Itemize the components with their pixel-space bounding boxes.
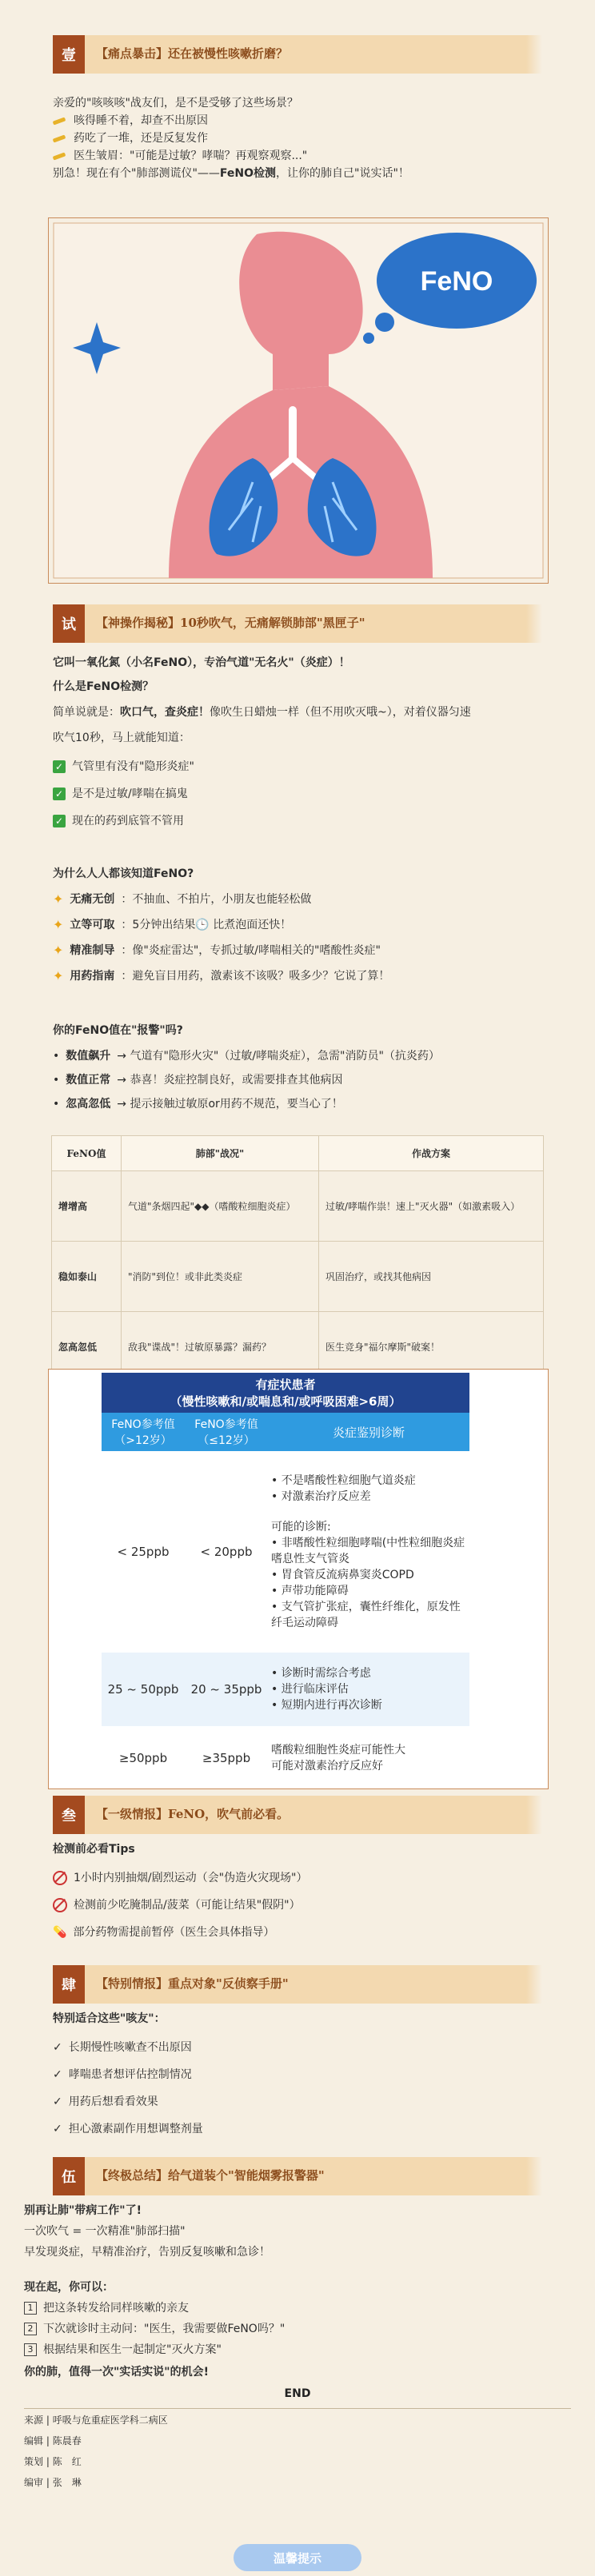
list-item: 咳得睡不着，却查不出原因 (53, 112, 208, 130)
step-item: 2 下次就诊时主动问："医生，我需要做FeNO吗？" (24, 2320, 285, 2338)
alert-item: • 忽高忽低 → 提示接触过敏原or用药不规范，要当心了！ (53, 1098, 343, 1111)
reason-item: ✦ 无痛无创 ：不抽血、不拍片，小朋友也能轻松做 (53, 891, 312, 907)
pen-icon (53, 115, 67, 126)
check-mark-icon: ✓ (53, 2068, 62, 2081)
table-header: 作战方案 (319, 1136, 544, 1171)
tip-item: 1小时内别抽烟/剧烈运动（会"伪造火灾现场"） (53, 1869, 308, 1887)
column-header: FeNO参考值（≤12岁） (194, 1418, 258, 1447)
section-header-1 (53, 35, 542, 74)
question: 检测前必看Tips (53, 1843, 135, 1856)
summary-line: 一次吹气 = 一次精准"肺部扫描" (24, 2225, 186, 2238)
credit-row: 来源 | 呼吸与危重症医学科二病区 (24, 2415, 168, 2426)
lung-illustration (49, 218, 548, 583)
credit-row: 编辑 | 陈晨春 (24, 2435, 82, 2446)
paragraph: 吹气10秒，马上就能知道： (53, 732, 190, 744)
table-row: ≥50ppb ≥35ppb 嗜酸粒细胞性炎症可能性大 可能对激素治疗反应好 (118, 1744, 405, 1772)
reference-table-frame (48, 1369, 549, 1789)
question: 为什么人人都该知道FeNO? (53, 867, 194, 880)
list-item: ✓ 长期慢性咳嗽查不出原因 (53, 2039, 192, 2056)
section-title: 【特别情报】重点对象"反侦察手册" (96, 1976, 289, 1991)
pen-icon (53, 133, 67, 144)
check-item: ✓ 气管里有没有"隐形炎症" (53, 758, 194, 776)
question: 特别适合这些"咳友"： (53, 2012, 166, 2025)
table-row: 25 ~ 50ppb 20 ~ 35ppb • 诊断时需综合考虑 • 进行临床评估 • 短期内进行再次诊断 (102, 1653, 469, 1726)
paragraph: 它叫一氧化氮（小名FeNO），专治气道"无名火"（炎症）！ (53, 656, 350, 669)
table-row: 忽高忽低 敌我"谍战"！过敏原暴露？漏药？ 医生竞身"福尔摩斯"破案！ (52, 1312, 544, 1382)
lung-illustration-frame (48, 217, 549, 584)
list-item: ✓ 用药后想看看效果 (53, 2093, 158, 2111)
check-mark-icon: ✓ (53, 2041, 62, 2054)
column-header: 炎症鉴别诊断 (332, 1425, 405, 1440)
reason-item: ✦ 精准制导 ：像"炎症雷达"，专抓过敏/哮喘相关的"嗜酸性炎症" (53, 943, 381, 958)
tip-item: 检测前少吃腌制品/菠菜（可能让结果"假阴"） (53, 1896, 301, 1914)
summary-heading: 现在起，你可以： (24, 2281, 114, 2294)
reason-item: ✦ 用药指南 ：避免盲目用药，激素该不该吸？吸多少？它说了算！ (53, 968, 390, 983)
section-title: 【痛点暴击】还在被慢性咳嗽折磨？ (96, 46, 289, 61)
section-badge: 试 (53, 604, 85, 643)
end-marker: END (284, 2387, 311, 2400)
alert-item: • 数值正常 → 恭喜！炎症控制良好，或需要排查其他病因 (53, 1074, 343, 1087)
section-header-3 (53, 1796, 542, 1834)
table-title: 有症状患者 （慢性咳嗽和/或喘息和/或呼吸困难>6周） (102, 1373, 469, 1413)
list-item: 医生皱眉："可能是过敏？哮喘？再观察观察..." (53, 147, 307, 165)
section-badge: 叁 (53, 1796, 85, 1834)
section-badge: 壹 (53, 35, 85, 74)
sparkle-icon: ✦ (53, 917, 64, 932)
sparkle-icon: ✦ (53, 943, 64, 958)
alert-item: • 数值飙升 → 气道有"隐形火灾"（过敏/哮喘炎症），急需"消防员"（抗炎药） (53, 1050, 440, 1063)
check-mark-icon: ✓ (53, 2123, 62, 2135)
summary-line: 早发现炎症，早精准治疗，告别反复咳嗽和急诊！ (24, 2246, 270, 2259)
check-icon: ✓ (53, 815, 66, 827)
table-row: < 25ppb < 20ppb • 不是嗜酸性粒细胞气道炎症 • 对激素治疗反应差 可能的诊断: • 非嗜酸性粒细胞哮喘(中性粒细胞炎症嗜息性支气管炎 • 胃食管反流病鼻窦炎COPD • 声带功能障碍 • 支气管扩张症，囊性纤维化，原发性纤毛运动障碍 (117, 1474, 465, 1629)
intro-text: 亲爱的"咳咳咳"战友们，是不是受够了这些场景？ (53, 97, 298, 110)
question: 什么是FeNO检测？ (53, 680, 154, 693)
table-header: FeNO值 (52, 1136, 122, 1171)
table-row: 稳如泰山 "消防"到位！或非此类炎症 巩固治疗，或找其他病因 (52, 1242, 544, 1312)
feno-bubble-text: FeNO (420, 266, 493, 297)
table-row: 增增高 气道"条烟四起"◆◆（嗜酸粒细胞炎症） 过敏/哮喘作祟！速上"灭火器"（如激素吸入） (52, 1171, 544, 1242)
feno-battle-table (51, 1135, 544, 1382)
credit-row: 策划 | 陈 红 (24, 2456, 82, 2467)
check-icon: ✓ (53, 788, 66, 800)
reason-item: ✦ 立等可取 ：5分钟出结果🕒 比煮泡面还快！ (53, 917, 292, 932)
pill-icon: 💊 (53, 1926, 67, 1939)
sparkle-icon: ✦ (53, 968, 64, 983)
list-item: 药吃了一堆，还是反复发作 (53, 130, 208, 147)
column-header: FeNO参考值（>12岁） (111, 1418, 175, 1447)
section-header-2 (53, 604, 542, 643)
section-header-5 (53, 2157, 542, 2195)
outro-text: 别急！现在有个"肺部测谎仪"——FeNO检测，让你的肺自己"说实话"！ (53, 167, 409, 180)
section-badge: 肆 (53, 1965, 85, 2004)
credit-row: 编审 | 张 琳 (24, 2477, 82, 2488)
list-item: ✓ 哮喘患者想评估控制情况 (53, 2066, 192, 2084)
list-item: ✓ 担心激素副作用想调整剂量 (53, 2120, 203, 2138)
paragraph: 简单说就是：吹口气，查炎症！像吹生日蜡烛一样（但不用吹灭哦~），对着仪器匀速 (53, 706, 471, 719)
footer-button[interactable]: 温馨提示 (234, 2544, 361, 2571)
sparkle-icon: ✦ (53, 891, 64, 907)
section-header-4 (53, 1965, 542, 2004)
summary-heading: 别再让肺"带病工作"了! (24, 2204, 142, 2217)
tip-item: 💊 部分药物需提前暂停（医生会具体指导） (53, 1924, 274, 1941)
check-item: ✓ 是不是过敏/哮喘在搞鬼 (53, 785, 188, 803)
section-title: 【神操作揭秘】10秒吹气，无痛解锁肺部"黑匣子" (96, 616, 365, 630)
section-badge: 伍 (53, 2157, 85, 2195)
no-icon (53, 1898, 67, 1912)
step-item: 1 把这条转发给同样咳嗽的亲友 (24, 2299, 189, 2317)
no-icon (53, 1871, 67, 1885)
table-header: 肺部"战况" (122, 1136, 319, 1171)
check-item: ✓ 现在的药到底管不管用 (53, 812, 184, 830)
pen-icon (53, 150, 67, 161)
feno-reference-table (102, 1373, 469, 1790)
section-title: 【一级情报】FeNO，吹气前必看。 (96, 1807, 290, 1821)
question: 你的FeNO值在"报警"吗? (53, 1024, 183, 1037)
step-item: 3 根据结果和医生一起制定"灭火方案" (24, 2341, 222, 2359)
check-mark-icon: ✓ (53, 2095, 62, 2108)
check-icon: ✓ (53, 760, 66, 773)
closing-line: 你的肺，值得一次"实话实说"的机会! (24, 2366, 209, 2379)
section-title: 【终极总结】给气道装个"智能烟雾报警器" (96, 2168, 325, 2183)
